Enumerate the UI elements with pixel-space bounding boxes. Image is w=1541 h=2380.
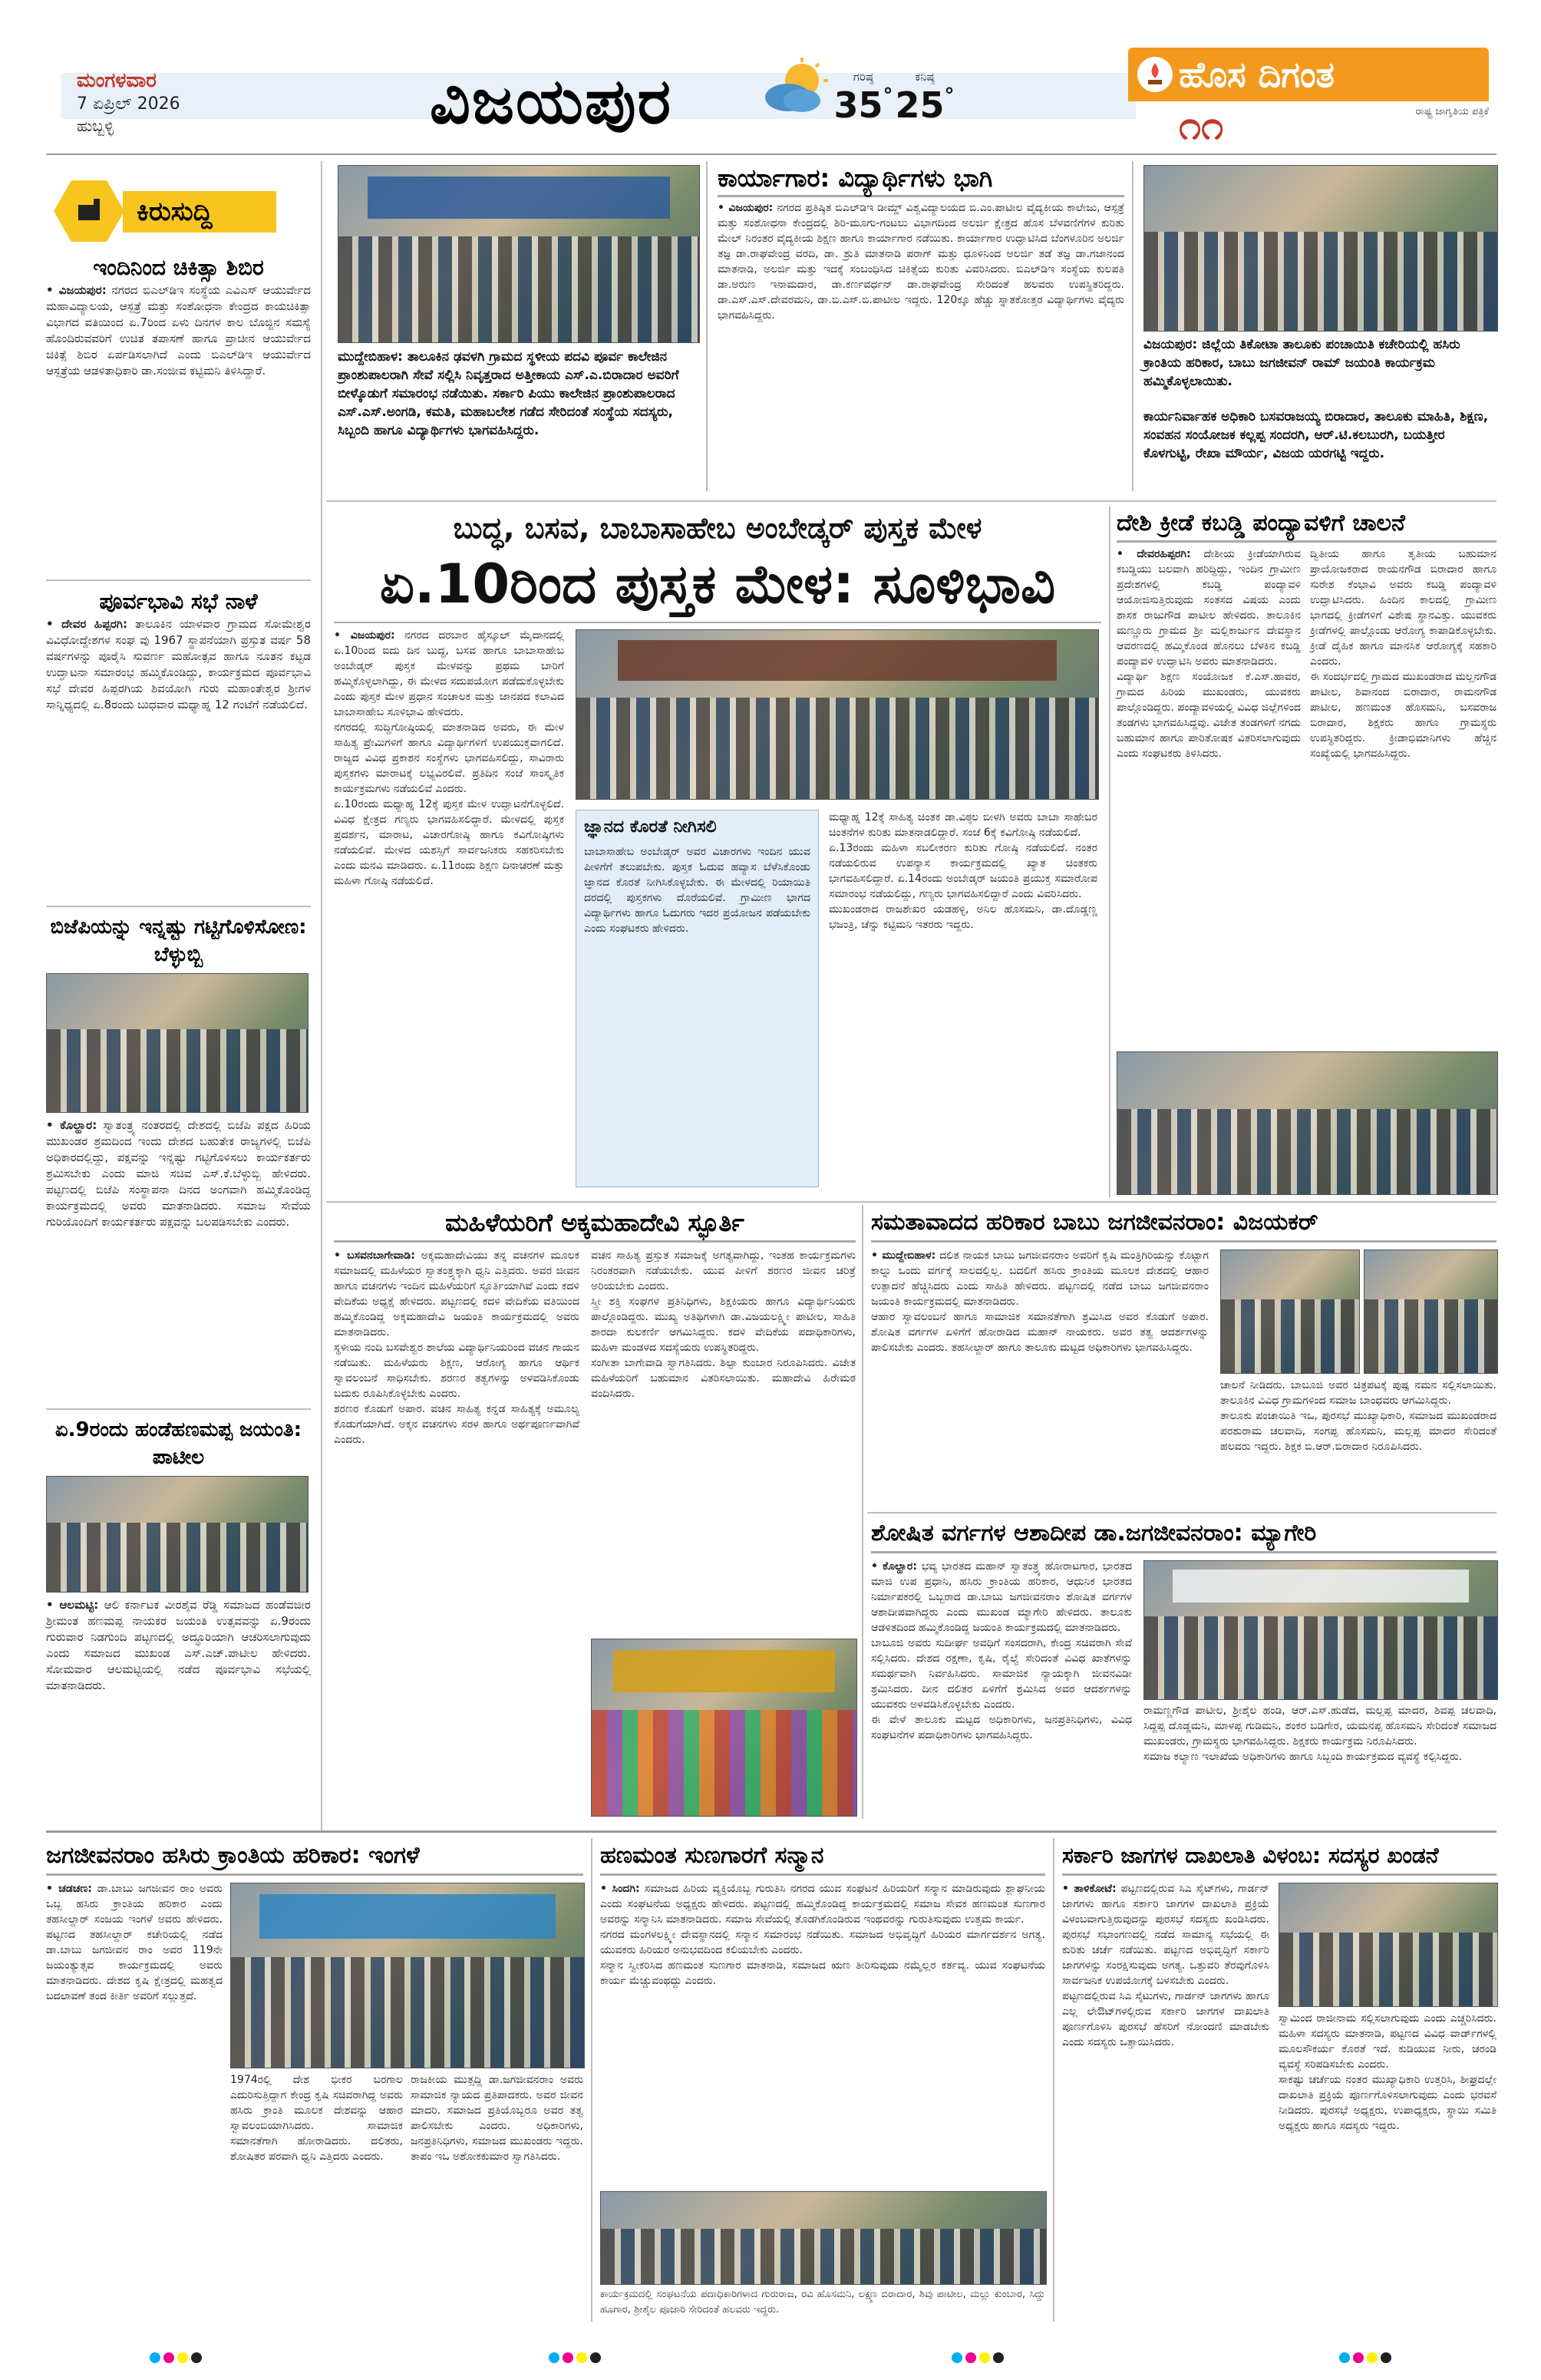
masthead-rule xyxy=(46,153,1496,155)
kirusuddi-item-4-place: • ಆಲಮಟ್ಟಿ: xyxy=(46,1598,99,1612)
masthead-day: ಮಂಗಳವಾರ xyxy=(77,69,157,92)
pustaka-headline: ಏ.10ರಿಂದ ಪುಸ್ತಕ ಮೇಳ: ಸೂಳಿಭಾವಿ xyxy=(379,553,1056,616)
vijayapura-photo-story xyxy=(1143,165,1496,495)
kirusuddi-divider-3 xyxy=(46,1408,311,1410)
column-rule-bottom-1 xyxy=(591,1838,592,2322)
kirusuddi-item-4-photo xyxy=(46,1476,309,1593)
hanumanta-place: • ಸಿಂದಗಿ: xyxy=(600,1883,640,1895)
kirusuddi-divider-1 xyxy=(46,579,311,581)
kirusuddi-item-3-body xyxy=(46,1117,315,1230)
akkamahadevi-place: • ಬಸವನಬಾಗೇವಾಡಿ: xyxy=(334,1249,415,1262)
column-rule-top-2 xyxy=(1132,161,1133,491)
print-mark-dot xyxy=(952,2352,962,2363)
sarkari-headline: ಸರ್ಕಾರಿ ಜಾಗಗಳ ದಾಖಲಾತಿ ವಿಳಂಬ: ಸದಸ್ಯರ ಖಂಡನೆ xyxy=(1062,1838,1496,1876)
akkamahadevi-body xyxy=(334,1248,579,1816)
section-rule-middle xyxy=(326,1201,1496,1203)
print-mark-dot xyxy=(1339,2352,1350,2363)
kirusuddi-item-2-body xyxy=(46,616,315,713)
karagara-place: • ವಿಜಯಪುರ: xyxy=(718,202,774,214)
ingale-text: ಡಾ.ಬಾಬು ಜಗಜೀವನ ರಾಂ ಅವರು ಒಬ್ಬ ಹಸಿರು ಕ್ರಾಂತಿಯ ಹರಿಕಾರ ಎಂದು ತಹಸೀಲ್ದಾರ್ ಸಂಜಯ ಇಂಗಳೆ ಅವರು ಹೇಳಿದರು. ಪಟ್ಟಣದ ತಹಸೀಲ್ದಾರ್ ಕಚೇರಿಯಲ್ಲಿ ನಡೆದ ಡಾ.ಬಾಬು ಜಗಜೀವನ ರಾಂ ಅವರ 119ನೇ ಜಯಂತ್ಯುತ್ಸವ ಕಾರ್ಯಕ್ರಮದಲ್ಲಿ ಅವರು ಮಾತನಾಡಿದರು. ದೇಶದ ಕೃಷಿ ಕ್ಷೇತ್ರದಲ್ಲಿ ಮಹತ್ವದ ಬದಲಾವಣೆ ತಂದ ಕೀರ್ತಿ ಅವರಿಗೆ ಸಲ್ಲುತ್ತದೆ. xyxy=(46,1883,226,2002)
samata-story xyxy=(871,1205,1496,1508)
max-temp-block xyxy=(833,69,894,146)
print-mark-dot xyxy=(590,2352,601,2363)
ingale-body xyxy=(46,1881,226,2319)
hanumanta-body xyxy=(600,1881,1045,2188)
column-rule-lower xyxy=(862,1205,863,1819)
kirusuddi-item-2-text: ತಾಲೂಕಿನ ಯಾಳವಾರ ಗ್ರಾಮದ ಸೋಮೇಶ್ವರ ವಿವಿಧೋದ್ದೇಶಗಳ ಸಂಘ ವು 1967 ಸ್ಥಾಪನೆಯಾಗಿ ಪ್ರಸ್ತುತ ವರ್ಷ 58 ವರ್ಷಗಳನ್ನು ಪೂರೈಸಿ ಸುವರ್ಣ ಮಹೋತ್ಸವ ಹಾಗೂ ನೂತನ ಕಟ್ಟಡ ಉದ್ಘಾಟನಾ ಸಮಾರಂಭ ಹಮ್ಮಿಕೊಂಡಿದ್ದು, ಕಾರ್ಯಕ್ರಮದ ಪೂರ್ವಭಾವಿ ಸಭೆ ದೇವರ ಹಿಪ್ಪರಗಿಯ ಶಿವಯೋಗಿ ಗುರು ಮಹಾಂತೇಶ್ವರ ಶ್ರೀಗಳ ಸಾನ್ನಿಧ್ಯದಲ್ಲಿ ಏ.8ರಂದು ಬುಧವಾರ ಮಧ್ಯಾಹ್ನ 12 ಗಂಟೆಗೆ ನಡೆಯಲಿದೆ. xyxy=(46,617,315,711)
print-marks xyxy=(0,2345,1541,2375)
shoshita-body xyxy=(871,1559,1132,1820)
pustaka-headline-rule xyxy=(334,622,1101,623)
kabaddi-text: ದೇಶೀಯ ಕ್ರೀಡೆಯಾಗಿರುವ ಕಬಡ್ಡಿಯು ಬಲವಾಗಿ ಹರಿದ್ದಿದ್ದು, ಇಂದಿನ ಗ್ರಾಮೀಣ ಪ್ರದೇಶಗಳಲ್ಲಿ ಕಬಡ್ಡಿ ಪಂದ್ಯಾವಳಿ ಆಯೋಜಿಸುತ್ತಿರುವುದು ಸಂತಸದ ವಿಷಯ ಎಂದು ಶಾಸಕ ರಾಜುಗೌಡ ಪಾಟೀಲ ಹೇಳಿದರು. ತಾಲೂಕಿನ ಮಣ್ಣೂರು ಗ್ರಾಮದ ಶ್ರೀ ಮಲ್ಲಿಕಾರ್ಜುನ ದೇವಸ್ಥಾನ ಆವರಣದಲ್ಲಿ ಹಮ್ಮಿಕೊಂಡ ಹೊನಲು ಬೆಳಕಿನ ಕಬಡ್ಡಿ ಪಂದ್ಯಾವಳಿ ಉದ್ಘಾಟಿಸಿ ಅವರು ಮಾತನಾಡಿದರು. ವಿದ್ಯಾರ್ಥಿ ಶಿಕ್ಷಣ ಸಂಯೋಜಕ ಕೆ.ಎಸ್.ಹಾವರ, ಗ್ರಾಮದ ಹಿರಿಯ ಮುಖಂಡರು, ಯುವಕರು ಪಾಲ್ಗೊಂಡಿದ್ದರು. ಪಂದ್ಯಾವಳಿಯಲ್ಲಿ ವಿವಿಧ ಜಿಲ್ಲೆಗಳಿಂದ ತಂಡಗಳು ಭಾಗವಹಿಸಿದ್ದವು. ವಿಜೇತ ತಂಡಗಳಿಗೆ ನಗದು ಬಹುಮಾನ ಹಾಗೂ ಪಾರಿತೋಷಕ ವಿತರಿಸಲಾಗುವುದು ಎಂದು ಸಂಘಟಕರು ತಿಳಿಸಿದರು. xyxy=(1117,548,1302,760)
kirusuddi-item-1-headline: ಇಂದಿನಿಂದ ಚಿಕಿತ್ಸಾ ಶಿಬಿರ xyxy=(93,255,264,280)
section-rule-top xyxy=(326,500,1496,502)
pustaka-place: • ವಿಜಯಪುರ: xyxy=(334,629,395,642)
min-temp-value: 25 xyxy=(895,84,945,126)
print-mark-dot xyxy=(177,2352,188,2363)
akkamahadevi-text: ಅಕ್ಕಮಹಾದೇವಿಯು ತನ್ನ ವಚನಗಳ ಮೂಲಕ ಸಮಾಜದಲ್ಲಿ ಮಹಿಳೆಯರ ಸ್ವಾತಂತ್ರ್ಯಕ್ಕಾಗಿ ಧ್ವನಿ ಎತ್ತಿದರು. ಅವರ ಜೀವನ ಹಾಗೂ ವಚನಗಳು ಇಂದಿನ ಮಹಿಳೆಯರಿಗೆ ಸ್ಫೂರ್ತಿಯಾಗಿವೆ ಎಂದು ಕದಳಿ ವೇದಿಕೆಯ ಅಧ್ಯಕ್ಷೆ ಹೇಳಿದರು. ಪಟ್ಟಣದಲ್ಲಿ ಕದಳಿ ವೇದಿಕೆಯ ವತಿಯಿಂದ ಹಮ್ಮಿಕೊಂಡಿದ್ದ ಅಕ್ಕಮಹಾದೇವಿ ಜಯಂತಿ ಕಾರ್ಯಕ್ರಮದಲ್ಲಿ ಅವರು ಮಾತನಾಡಿದರು. ಸ್ಥಳೀಯ ನಂದಿ ಬಸವೇಶ್ವರ ಶಾಲೆಯ ವಿದ್ಯಾರ್ಥಿನಿಯರಿಂದ ವಚನ ಗಾಯನ ನಡೆಯಿತು. ಮಹಿಳೆಯರು ಶಿಕ್ಷಣ, ಆರೋಗ್ಯ ಹಾಗೂ ಆರ್ಥಿಕ ಸ್ವಾವಲಂಬನೆ ಸಾಧಿಸಬೇಕು. ಶರಣರ ತತ್ವಗಳನ್ನು ಅಳವಡಿಸಿಕೊಂಡು ಬದುಕು ರೂಪಿಸಿಕೊಳ್ಳಬೇಕು ಎಂದರು. ಶರಣರ ಕೊಡುಗೆ ಅಪಾರ. ವಚನ ಸಾಹಿತ್ಯ ಕನ್ನಡ ಸಾಹಿತ್ಯಕ್ಕೆ ಅಮೂಲ್ಯ ಕೊಡುಗೆಯಾಗಿದೆ. ಅಕ್ಕನ ವಚನಗಳು ಸರಳ ಹಾಗೂ ಅರ್ಥಪೂರ್ಣವಾಗಿವೆ ಎಂದರು. xyxy=(334,1249,580,1446)
sarkari-story xyxy=(1062,1838,1496,2322)
min-temp-deg: ° xyxy=(944,84,955,107)
samata-body xyxy=(871,1248,1209,1505)
section-rule-samata xyxy=(867,1512,1496,1513)
kabaddi-story xyxy=(1117,507,1496,1197)
sarkari-body-2: ಸ್ವಾಮಿಂದ ರಾಜೀನಾಮ ಸಲ್ಲಿಸಲಾಗುವುದು ಎಂದು ಎಚ್ಚರಿಸಿದರು. ಮಹಿಳಾ ಸದಸ್ಯರು ಮಾತನಾಡಿ, ಪಟ್ಟಣದ ವಿವಿಧ ವಾರ್ಡ್‌ಗಳಲ್ಲಿ ಮೂಲಸೌಕರ್ಯ ಕೊರತೆ ಇದೆ. ಕುಡಿಯುವ ನೀರು, ಚರಂಡಿ ವ್ಯವಸ್ಥೆ ಸರಿಪಡಿಸಬೇಕು ಎಂದರು. ಸಾಕಷ್ಟು ಚರ್ಚೆಯ ನಂತರ ಮುಖ್ಯಾಧಿಕಾರಿ ಉತ್ತರಿಸಿ, ಶೀಘ್ರದಲ್ಲೇ ದಾಖಲಾತಿ ಪ್ರಕ್ರಿಯೆ ಪೂರ್ಣಗೊಳಿಸಲಾಗುವುದು ಎಂದು ಭರವಸೆ ನೀಡಿದರು. ಪುರಸಭೆ ಅಧ್ಯಕ್ಷರು, ಉಪಾಧ್ಯಕ್ಷರು, ಸ್ಥಾಯಿ ಸಮಿತಿ ಅಧ್ಯಕ್ಷರು ಹಾಗೂ ಸದಸ್ಯರು ಇದ್ದರು. xyxy=(1279,2012,1496,2132)
column-rule-bottom-2 xyxy=(1053,1838,1054,2322)
kirusuddi-item-3-text: ಸ್ವಾತಂತ್ರ್ಯ ನಂತರದಲ್ಲಿ ದೇಶದಲ್ಲಿ ಬಿಜೆಪಿ ಪಕ್ಷದ ಹಿರಿಯ ಮುಖಂಡರ ಶ್ರಮದಿಂದ ಇಂದು ದೇಶದ ಬಹುತೇಕ ರಾಜ್ಯಗಳಲ್ಲಿ ಬಿಜೆಪಿ ಅಧಿಕಾರದಲ್ಲಿದ್ದು, ಪಕ್ಷವನ್ನು ಇನ್ನಷ್ಟು ಗಟ್ಟಿಗೊಳಿಸಲು ಕಾರ್ಯಕರ್ತರು ಶ್ರಮಿಸಬೇಕು ಎಂದು ಮಾಜಿ ಸಚಿವ ಎಸ್.ಕೆ.ಬೆಳ್ಳುಬ್ಬಿ ಹೇಳಿದರು. ಪಟ್ಟಣದಲ್ಲಿ ಬಿಜೆಪಿ ಸಂಸ್ಥಾಪನಾ ದಿನದ ಅಂಗವಾಗಿ ಹಮ್ಮಿಕೊಂಡಿದ್ದ ಕಾರ್ಯಕ್ರಮದಲ್ಲಿ ಅವರು ಮಾತನಾಡಿದರು. ಸಮಾಜ ಸೇವೆಯ ಗುರಿಯೊಂದಿಗೆ ಕಾರ್ಯಕರ್ತರು ಪಕ್ಷವನ್ನು ಬಲಪಡಿಸಬೇಕು ಎಂದರು. xyxy=(46,1118,315,1229)
section-rule-bottom xyxy=(46,1830,1496,1833)
vijayapura-photo xyxy=(1143,165,1498,332)
karagara-story xyxy=(718,161,1128,499)
print-mark-dot xyxy=(549,2352,559,2363)
column-rule-left xyxy=(321,161,322,1830)
print-mark-dot xyxy=(150,2352,160,2363)
print-mark-dot xyxy=(1381,2352,1391,2363)
kabaddi-body-2: ದ್ವಿತೀಯ ಹಾಗೂ ತೃತೀಯ ಬಹುಮಾನ ಪ್ರಾಯೋಜಕರಾದ ರಾಯನಗೌಡ ಬಿರಾದಾರ ಹಾಗೂ ಸುರೇಶ ಕೆಂಭಾವಿ ಅವರು ಕಬಡ್ಡಿ ಪಂದ್ಯಾವಳಿ ಉದ್ಘಾಟಿಸಿದರು. ಹಿಂದಿನ ಕಾಲದಲ್ಲಿ ಗ್ರಾಮೀಣ ಭಾಗದಲ್ಲಿ ಕ್ರೀಡೆಗಳಿಗೆ ವಿಶೇಷ ಸ್ಥಾನವಿತ್ತು. ಯುವಕರು ಕ್ರೀಡೆಗಳಲ್ಲಿ ಪಾಲ್ಗೊಂಡು ಆರೋಗ್ಯ ಕಾಪಾಡಿಕೊಳ್ಳಬೇಕು. ಕ್ರೀಡೆ ದೈಹಿಕ ಹಾಗೂ ಮಾನಸಿಕ ಆರೋಗ್ಯಕ್ಕೆ ಸಹಕಾರಿ ಎಂದರು. ಈ ಸಂದರ್ಭದಲ್ಲಿ ಗ್ರಾಮದ ಮುಖಂಡರಾದ ಮಲ್ಲನಗೌಡ ಪಾಟೀಲ, ಶಿವಾನಂದ ಬಿರಾದಾರ, ರಾಮನಗೌಡ ಪಾಟೀಲ, ಹಣಮಂತ ಹೊಸಮನಿ, ಬಸವರಾಜ ಬಿರಾದಾರ, ಶಿಕ್ಷಕರು ಹಾಗೂ ಗ್ರಾಮಸ್ಥರು ಉಪಸ್ಥಿತರಿದ್ದರು. ಕ್ರೀಡಾಭಿಮಾನಿಗಳು ಹೆಚ್ಚಿನ ಸಂಖ್ಯೆಯಲ್ಲಿ ಭಾಗವಹಿಸಿದ್ದರು. xyxy=(1310,548,1496,760)
akkamahadevi-photo xyxy=(591,1639,857,1817)
print-mark-dot xyxy=(563,2352,573,2363)
pustaka-box-body: ಬಾಬಾಸಾಹೇಬ ಅಂಬೇಡ್ಕರ್ ಅವರ ವಿಚಾರಗಳು ಇಂದಿನ ಯುವ ಪೀಳಿಗೆಗೆ ತಲುಪಬೇಕು. ಪುಸ್ತಕ ಓದುವ ಹವ್ಯಾಸ ಬೆಳೆಸಿಕೊಂಡು ಜ್ಞಾನದ ಕೊರತೆ ನೀಗಿಸಿಕೊಳ್ಳಬೇಕು. ಈ ಮೇಳದಲ್ಲಿ ರಿಯಾಯಿತಿ ದರದಲ್ಲಿ ಪುಸ್ತಕಗಳು ದೊರೆಯಲಿವೆ. ಗ್ರಾಮೀಣ ಭಾಗದ ವಿದ್ಯಾರ್ಥಿಗಳು ಹಾಗೂ ಓದುಗರು ಇದರ ಪ್ರಯೋಜನ ಪಡೆಯಬೇಕು ಎಂದು ಸಂಘಟಕರು ಹೇಳಿದರು. xyxy=(584,846,814,935)
muddebihal-photo xyxy=(338,165,700,343)
akkamahadevi-headline: ಮಹಿಳೆಯರಿಗೆ ಅಕ್ಕಮಹಾದೇವಿ ಸ್ಫೂರ್ತಿ xyxy=(334,1205,856,1243)
hanumanta-photo xyxy=(600,2191,1047,2285)
kirusuddi-badge xyxy=(46,180,307,242)
karagara-headline: ಕಾರ್ಯಾಗಾರ: ವಿದ್ಯಾರ್ಥಿಗಳು ಭಾಗಿ xyxy=(718,161,1124,197)
kirusuddi-item-4 xyxy=(46,1416,315,1815)
page-number: ೧೧ xyxy=(1179,103,1224,149)
print-mark-dot xyxy=(1353,2352,1364,2363)
samata-place: • ಮುದ್ದೇಬಿಹಾಳ: xyxy=(871,1249,936,1262)
muddebihal-caption: ಮುದ್ದೇಬಿಹಾಳ: ತಾಲೂಕಿನ ಢವಳಗಿ ಗ್ರಾಮದ ಸ್ಥಳೀಯ ಪದವಿ ಪೂರ್ವ ಕಾಲೇಜಿನ ಪ್ರಾಂಶುಪಾಲರಾಗಿ ಸೇವೆ ಸಲ್ಲಿಸಿ ನಿವೃತ್ತರಾದ ಅತ್ತೀಕಾಯ ಎಸ್.ಎ.ಬಿರಾದಾರ ಅವರಿಗೆ ಬೀಳ್ಕೊಡುಗೆ ಸಮಾರಂಭ ನಡೆಯಿತು. ಸರ್ಕಾರಿ ಪಿಯು ಕಾಲೇಜಿನ ಪ್ರಾಂಶುಪಾಲರಾದ ಎಸ್.ಎಸ್.ಅಂಗಡಿ, ಕಮತಿ, ಮಹಾಬಲೇಶ ಗಡೆದ ಸೇರಿದಂತೆ ಸಂಸ್ಥೆಯ ಸದಸ್ಯರು, ಸಿಬ್ಬಂದಿ ಹಾಗೂ ವಿದ್ಯಾರ್ಥಿಗಳು ಭಾಗವಹಿಸಿದ್ದರು. xyxy=(338,349,684,438)
kabaddi-photo xyxy=(1117,1051,1498,1195)
min-temp-label: ಕನಿಷ್ಠ xyxy=(915,70,935,84)
samata-photo-1 xyxy=(1220,1249,1360,1374)
print-mark-dot xyxy=(163,2352,174,2363)
kirusuddi-item-2-headline: ಪೂರ್ವಭಾವಿ ಸಭೆ ನಾಳೆ xyxy=(99,589,258,614)
pustaka-body-2: ಮಧ್ಯಾಹ್ನ 12ಕ್ಕೆ ಸಾಹಿತ್ಯ ಚಿಂತಕ ಡಾ.ವಿಠ್ಠಲ ಬೀಳಗಿ ಅವರು ಬಾಬಾ ಸಾಹೇಬರ ಚಿಂತನೆಗಳ ಕುರಿತು ಮಾತನಾಡಲಿದ್ದಾರೆ. ಸಂಜೆ 6ಕ್ಕೆ ಕವಿಗೋಷ್ಠಿ ನಡೆಯಲಿದೆ. ಏ.13ರಂದು ಮಹಿಳಾ ಸಬಲೀಕರಣ ಕುರಿತು ಗೋಷ್ಠಿ ನಡೆಯಲಿದೆ. ನಂತರ ನಡೆಯಲಿರುವ ಉಪನ್ಯಾಸ ಕಾರ್ಯಕ್ರಮದಲ್ಲಿ ಖ್ಯಾತ ಚಿಂತಕರು ಭಾಗವಹಿಸಲಿದ್ದಾರೆ. ಏ.14ರಂದು ಅಂಬೇಡ್ಕರ್ ಜಯಂತಿ ಪ್ರಯುಕ್ತ ಸಮಾರೋಪ ಸಮಾರಂಭ ನಡೆಯಲಿದ್ದು, ಗಣ್ಯರು ಭಾಗವಹಿಸಲಿದ್ದಾರೆ ಎಂದು ವಿವರಿಸಿದರು. ಮುಖಂಡರಾದ ರಾಜಶೇಖರ ಯಡಹಳ್ಳಿ, ಅನಿಲ ಹೊಸಮನಿ, ಡಾ.ದೊಡ್ಡಣ್ಣ ಭಜಂತ್ರಿ, ಚೆನ್ನು ಕಟ್ಟಿಮನಿ ಇತರರು ಇದ್ದರು. xyxy=(829,811,1097,931)
kirusuddi-item-3-headline: ಬಿಜೆಪಿಯನ್ನು ಇನ್ನಷ್ಟು ಗಟ್ಟಿಗೊಳಿಸೋಣ: ಬೆಳ್ಳುಬ್ಬಿ xyxy=(50,916,307,966)
lamp-icon xyxy=(1137,57,1173,92)
ingale-body-3: ರಾಜಕೀಯ ಮುತ್ಸದ್ದಿ ಡಾ.ಜಗಜೀವನರಾಂ ಅವರು ಸಾಮಾಜಿಕ ನ್ಯಾಯದ ಪ್ರತಿಪಾದಕರು. ಅವರ ಜೀವನ ಮಾದರಿ. ಸಮಾಜದ ಪ್ರತಿಯೊಬ್ಬರೂ ಅವರ ತತ್ವ ಪಾಲಿಸಬೇಕು ಎಂದರು. ಅಧಿಕಾರಿಗಳು, ಜನಪ್ರತಿನಿಧಿಗಳು, ಸಮಾಜದ ಮುಖಂಡರು ಇದ್ದರು. ತಾಪಂ ಇಒ ಅಶೋಕಕುಮಾರ ಸ್ವಾಗತಿಸಿದರು. xyxy=(411,2074,587,2163)
sarkari-place: • ತಾಳಿಕೋಟೆ: xyxy=(1062,1883,1117,1895)
hand-pointing-icon xyxy=(71,191,109,229)
vijayapura-caption-1: ವಿಜಯಪುರ: ಜಿಲ್ಲೆಯ ತಿಕೋಟಾ ತಾಲೂಕು ಪಂಚಾಯಿತಿ ಕಚೇರಿಯಲ್ಲಿ ಹಸಿರು ಕ್ರಾಂತಿಯ ಹರಿಕಾರ, ಬಾಬು ಜಗಜೀವನ್ ರಾಮ್ ಜಯಂತಿ ಕಾರ್ಯಕ್ರಮ ಹಮ್ಮಿಕೊಳ್ಳಲಾಯಿತು. xyxy=(1143,337,1465,389)
shoshita-story xyxy=(871,1516,1496,1823)
print-mark-dot xyxy=(965,2352,976,2363)
kirusuddi-item-1-body xyxy=(46,282,315,379)
kirusuddi-item-1 xyxy=(46,253,315,576)
sarkari-body xyxy=(1062,1881,1269,2319)
samata-text: ದಲಿತ ನಾಯಕ ಬಾಬು ಜಗಜೀವನರಾಂ ಅವರಿಗೆ ಕೃಷಿ ಮಂತ್ರಿಗಿರಿಯನ್ನು ಕೊಟ್ಟಾಗ ಕಾಲ್ನು ಒಂದು ವರ್ಗಕ್ಕೆ ಸಾಲದಲ್ಲಿಲ್ಲ. ಬದಲಿಗೆ ಹಸಿರು ಕ್ರಾಂತಿಯ ಮೂಲಕ ದೇಶದಲ್ಲಿ ಆಹಾರ ಉತ್ಪಾದನೆ ಹೆಚ್ಚಿಸಿದರು ಎಂದು ಸಾಹಿತಿ ಹೇಳಿದರು. ಪಟ್ಟಣದಲ್ಲಿ ನಡೆದ ಬಾಬು ಜಗಜೀವನರಾಂ ಜಯಂತಿ ಕಾರ್ಯಕ್ರಮದಲ್ಲಿ ಮಾತನಾಡಿದರು. ಆಹಾರ ಸ್ವಾವಲಂಬನೆ ಹಾಗೂ ಸಾಮಾಜಿಕ ಸಮಾನತೆಗಾಗಿ ಶ್ರಮಿಸಿದ ಅವರ ಕೊಡುಗೆ ಅಪಾರ. ಶೋಷಿತ ವರ್ಗಗಳ ಏಳಿಗೆಗೆ ಹೋರಾಡಿದ ಮಹಾನ್ ನಾಯಕರು. ಅವರ ತತ್ವ ಆದರ್ಶಗಳನ್ನು ಪಾಲಿಸಬೇಕು ಎಂದರು. ತಹಸೀಲ್ದಾರ್ ಹಾಗೂ ತಾಲೂಕು ಮಟ್ಟದ ಅಧಿಕಾರಿಗಳು ಭಾಗವಹಿಸಿದ್ದರು. xyxy=(871,1249,1209,1354)
print-mark-dot xyxy=(191,2352,202,2363)
shoshita-place: • ಕೊಲ್ಹಾರ: xyxy=(871,1560,917,1573)
max-temp-deg: ° xyxy=(883,84,893,107)
column-rule-middle xyxy=(1109,507,1110,1197)
masthead-date: 7 ಏಪ್ರಿಲ್ 2026 xyxy=(77,94,180,114)
pustaka-text: ನಗರದ ದರಬಾರ ಹೈಸ್ಕೂಲ್ ಮೈದಾನದಲ್ಲಿ ಏ.10ರಿಂದ ಐದು ದಿನ ಬುದ್ಧ, ಬಸವ ಹಾಗೂ ಬಾಬಾಸಾಹೇಬ ಅಂಬೇಡ್ಕರ್ ಪುಸ್ತಕ ಮೇಳವನ್ನು ಪ್ರಥಮ ಬಾರಿಗೆ ಹಮ್ಮಿಕೊಳ್ಳಲಾಗಿದ್ದು, ಈ ಮೇಳದ ಸದುಪಯೋಗ ಪಡೆದುಕೊಳ್ಳಬೇಕು ಎಂದು ಪುಸ್ತಕ ಮೇಳ ಪ್ರಧಾನ ಸಂಚಾಲಕ ಮತ್ತು ಜಾನಪದ ಕಲಾವಿದ ಬಾಬಾಸಾಹೇಬ ಸೂಳಿಭಾವಿ ಹೇಳಿದರು. ನಗರದಲ್ಲಿ ಸುದ್ದಿಗೋಷ್ಠಿಯಲ್ಲಿ ಮಾತನಾಡಿದ ಅವರು, ಈ ಮೇಳ ಸಾಹಿತ್ಯ ಪ್ರೇಮಿಗಳಿಗೆ ಹಾಗೂ ವಿದ್ಯಾರ್ಥಿಗಳಿಗೆ ಉಪಯುಕ್ತವಾಗಲಿದೆ. ರಾಜ್ಯದ ವಿವಿಧ ಪ್ರಕಾಶನ ಸಂಸ್ಥೆಗಳು ಭಾಗವಹಿಸಲಿದ್ದು, ಸಾವಿರಾರು ಪುಸ್ತಕಗಳು ಮಾರಾಟಕ್ಕೆ ಲಭ್ಯವಿರಲಿವೆ. ಪ್ರತಿದಿನ ಸಂಜೆ ಸಾಂಸ್ಕೃತಿಕ ಕಾರ್ಯಕ್ರಮಗಳು ನಡೆಯಲಿವೆ ಎಂದರು. ಏ.10ರಂದು ಮಧ್ಯಾಹ್ನ 12ಕ್ಕೆ ಪುಸ್ತಕ ಮೇಳ ಉದ್ಘಾಟನೆಗೊಳ್ಳಲಿದೆ. ವಿವಿಧ ಕ್ಷೇತ್ರದ ಗಣ್ಯರು ಭಾಗವಹಿಸಲಿದ್ದಾರೆ. ಮೇಳದಲ್ಲಿ ಪುಸ್ತಕ ಪ್ರದರ್ಶನ, ಮಾರಾಟ, ವಿಚಾರಗೋಷ್ಠಿ ಹಾಗೂ ಕವಿಗೋಷ್ಠಿಗಳು ನಡೆಯಲಿವೆ. ಮೇಳದ ಯಶಸ್ಸಿಗೆ ಸಾರ್ವಜನಿಕರು ಸಹಕರಿಸಬೇಕು ಎಂದು ಮನವಿ ಮಾಡಿದರು. ಏ.11ರಂದು ಶಿಕ್ಷಣ ದಿನಾಚರಣೆ ಮತ್ತು ಮಹಿಳಾ ಗೋಷ್ಠಿ ನಡೆಯಲಿದೆ. xyxy=(334,629,565,887)
kirusuddi-column xyxy=(46,165,315,1823)
min-temp-block xyxy=(894,69,955,146)
ingale-story xyxy=(46,1838,587,2322)
print-mark-dot xyxy=(576,2352,587,2363)
weather-cloud-icon xyxy=(756,58,833,119)
paper-name: ಹೊಸ ದಿಗಂತ xyxy=(1179,54,1335,95)
kirusuddi-item-2 xyxy=(46,587,315,902)
pustaka-kicker: ಬುದ್ಧ, ಬಸವ, ಬಾಬಾಸಾಹೇಬ ಅಂಬೇಡ್ಕರ್ ಪುಸ್ತಕ ಮೇಳ xyxy=(453,511,982,545)
masthead-dateblock xyxy=(77,68,330,144)
pustaka-photo xyxy=(576,629,1099,800)
akkamahadevi-body-2: ವಚನ ಸಾಹಿತ್ಯ ಪ್ರಸ್ತುತ ಸಮಾಜಕ್ಕೆ ಅಗತ್ಯವಾಗಿದ್ದು, ಇಂತಹ ಕಾರ್ಯಕ್ರಮಗಳು ನಿರಂತರವಾಗಿ ನಡೆಯಬೇಕು. ಯುವ ಪೀಳಿಗೆ ಶರಣರ ಜೀವನ ಚರಿತ್ರೆ ಅರಿಯಬೇಕು ಎಂದರು. ಸ್ತ್ರೀ ಶಕ್ತಿ ಸಂಘಗಳ ಪ್ರತಿನಿಧಿಗಳು, ಶಿಕ್ಷಕಿಯರು ಹಾಗೂ ವಿದ್ಯಾರ್ಥಿನಿಯರು ಪಾಲ್ಗೊಂಡಿದ್ದರು. ಮುಖ್ಯ ಅತಿಥಿಗಳಾಗಿ ಡಾ.ವಿಜಯಲಕ್ಷ್ಮೀ ಪಾಟೀಲ, ಸಾಹಿತಿ ಶಾರದಾ ಕುಲಕರ್ಣಿ ಆಗಮಿಸಿದ್ದರು. ಕದಳಿ ವೇದಿಕೆಯ ಪದಾಧಿಕಾರಿಗಳು, ಮಹಿಳಾ ಮಂಡಳದ ಸದಸ್ಯೆಯರು ಉಪಸ್ಥಿತರಿದ್ದರು. ಸಂಗೀತಾ ಬಾಗೇವಾಡಿ ಸ್ವಾಗತಿಸಿದರು. ಶಿಲ್ಪಾ ಕುಂಬಾರ ನಿರೂಪಿಸಿದರು. ವಿಜೇತ ಮಹಿಳೆಯರಿಗೆ ಬಹುಮಾನ ವಿತರಿಸಲಾಯಿತು. ಮಹಾದೇವಿ ಹಿರೇಮಠ ವಂದಿಸಿದರು. xyxy=(591,1249,856,1400)
kirusuddi-item-3 xyxy=(46,913,315,1405)
masthead-city: ವಿಜಯಪುರ xyxy=(430,65,672,138)
pustaka-box-title: ಜ್ಞಾನದ ಕೊರತೆ ನೀಗಿಸಲಿ xyxy=(584,817,717,837)
kabaddi-headline: ದೇಶಿ ಕ್ರೀಡೆ ಕಬಡ್ಡಿ ಪಂದ್ಯಾವಳಿಗೆ ಚಾಲನೆ xyxy=(1117,507,1496,543)
max-temp-label: ಗರಿಷ್ಠ xyxy=(853,70,874,84)
max-temp-value: 35 xyxy=(833,84,883,126)
print-mark-dot xyxy=(1367,2352,1378,2363)
pustaka-quote-box xyxy=(576,810,819,1187)
print-mark-dot xyxy=(979,2352,990,2363)
kabaddi-body xyxy=(1117,546,1301,1045)
shoshita-photo xyxy=(1143,1560,1498,1700)
samata-photo-2 xyxy=(1364,1249,1498,1374)
kirusuddi-title: ಕಿರುಸುದ್ದಿ xyxy=(137,196,213,227)
pustaka-story xyxy=(334,507,1101,1197)
sarkari-text: ಪಟ್ಟಣದಲ್ಲಿರುವ ಸಿಎ ಸೈಟ್‌ಗಳು, ಗಾರ್ಡನ್ ಜಾಗಗಳು ಹಾಗೂ ಸರ್ಕಾರಿ ಜಾಗಗಳ ದಾಖಲಾತಿ ಪ್ರಕ್ರಿಯೆ ವಿಳಂಬವಾಗುತ್ತಿರುವುದನ್ನು ಪುರಸಭೆ ಸದಸ್ಯರು ಖಂಡಿಸಿದರು. ಪುರಸಭೆ ಸಭಾಂಗಣದಲ್ಲಿ ನಡೆದ ಸಾಮಾನ್ಯ ಸಭೆಯಲ್ಲಿ ಈ ಕುರಿತು ಚರ್ಚೆ ನಡೆಯಿತು. ಪಟ್ಟಣದ ಅಭಿವೃದ್ಧಿಗೆ ಸರ್ಕಾರಿ ಜಾಗಗಳನ್ನು ಸಂರಕ್ಷಿಸುವುದು ಅಗತ್ಯ. ಒತ್ತುವರಿ ತೆರವುಗೊಳಿಸಿ ಸಾರ್ವಜನಿಕ ಉಪಯೋಗಕ್ಕೆ ಬಳಸಬೇಕು ಎಂದರು. ಪಟ್ಟಣದಲ್ಲಿರುವ ಸಿಎ ಸೈಟುಗಳು, ಗಾರ್ಡನ್ ಜಾಗಗಳು ಹಾಗೂ ಎಲ್ಲ ಲೇಔಟ್‌ಗಳಲ್ಲಿರುವ ಸರ್ಕಾರಿ ಜಾಗಗಳ ದಾಖಲಾತಿ ಪೂರ್ಣಗೊಳಿಸಿ ಪುರಸಭೆ ಹೆಸರಿಗೆ ನೋಂದಣಿ ಮಾಡಬೇಕು ಎಂದು ಸದಸ್ಯರು ಒತ್ತಾಯಿಸಿದರು. xyxy=(1062,1883,1269,2048)
akkamahadevi-story xyxy=(334,1205,856,1819)
ingale-place: • ಚಡಚಣ: xyxy=(46,1883,92,1895)
kirusuddi-item-4-headline: ಏ.9ರಂದು ಹಂಡೆಹಣಮಪ್ಪ ಜಯಂತಿ: ಪಾಟೀಲ xyxy=(54,1418,302,1469)
kirusuddi-item-4-body xyxy=(46,1597,315,1694)
ingale-body-2: 1974ರಲ್ಲಿ ದೇಶ ಭೀಕರ ಬರಗಾಲ ಎದುರಿಸುತ್ತಿದ್ದಾಗ ಕೇಂದ್ರ ಕೃಷಿ ಸಚಿವರಾಗಿದ್ದ ಅವರು ಹಸಿರು ಕ್ರಾಂತಿ ಮೂಲಕ ದೇಶವನ್ನು ಆಹಾರ ಸ್ವಾವಲಂಬಿಯಾಗಿಸಿದರು. ಸಾಮಾಜಿಕ ಸಮಾನತೆಗಾಗಿ ಹೋರಾಡಿದರು. ದಲಿತರು, ಶೋಷಿತರ ಪರವಾಗಿ ಧ್ವನಿ ಎತ್ತಿದರು ಎಂದರು. xyxy=(230,2074,407,2163)
print-mark-dot xyxy=(993,2352,1004,2363)
kirusuddi-divider-2 xyxy=(46,906,311,907)
kabaddi-place: • ದೇವರಹಿಪ್ಪರಗಿ: xyxy=(1117,548,1191,560)
vijayapura-caption-2: ಕಾರ್ಯನಿರ್ವಾಹಕ ಅಧಿಕಾರಿ ಬಸವರಾಜಯ್ಯ ಬಿರಾದಾರ, ತಾಲೂಕು ಮಾಹಿತಿ, ಶಿಕ್ಷಣ, ಸಂವಹನ ಸಂಯೋಜಕ ಕಲ್ಲಪ್ಪ ಸಂದರಗಿ, ಆರ್.ಟಿ.ಕಲಬುರಗಿ, ಬಯತ್ತೀರ ಕೊಳಗುಟ್ಟಿ, ರೇಖಾ ಮೌರ್ಯ, ವಿಜಯ ಯರಗಟ್ಟಿ ಇದ್ದರು. xyxy=(1143,409,1493,461)
ingale-headline: ಜಗಜೀವನರಾಂ ಹಸಿರು ಕ್ರಾಂತಿಯ ಹರಿಕಾರ: ಇಂಗಳೆ xyxy=(46,1838,583,1876)
samata-body-2: ಚಾಲನೆ ನೀಡಿದರು. ಬಾಬೂಜಿ ಅವರ ಚಿತ್ರಪಟಕ್ಕೆ ಪುಷ್ಪ ನಮನ ಸಲ್ಲಿಸಲಾಯಿತು. ತಾಲೂಕಿನ ವಿವಿಧ ಗ್ರಾಮಗಳಿಂದ ಸಮಾಜ ಬಾಂಧವರು ಆಗಮಿಸಿದ್ದರು. ತಾಲೂಕು ಪಂಚಾಯಿತಿ ಇಒ, ಪುರಸಭೆ ಮುಖ್ಯಾಧಿಕಾರಿ, ಸಮಾಜದ ಮುಖಂಡರಾದ ಪರಶುರಾಮ ಚಲವಾದಿ, ಸಂಗಪ್ಪ ಹೊಸಮನಿ, ಮಲ್ಲಪ್ಪ ಮಾದರ ಸೇರಿದಂತೆ ಹಲವರು ಇದ್ದರು. ಶಿಕ್ಷಕ ಬಿ.ಆರ್.ಬಿರಾದಾರ ನಿರೂಪಿಸಿದರು. xyxy=(1220,1379,1496,1453)
muddebihal-story xyxy=(338,165,698,495)
masthead-edition: ಹುಬ್ಬಳ್ಳಿ xyxy=(77,117,114,135)
hanumanta-story xyxy=(600,1838,1049,2322)
masthead xyxy=(0,0,1541,161)
shoshita-text: ಭವ್ಯ ಭಾರತದ ಮಹಾನ್ ಸ್ವಾತಂತ್ರ್ಯ ಹೋರಾಟಗಾರ, ಭಾರತದ ಮಾಜಿ ಉಪ ಪ್ರಧಾನಿ, ಹಸಿರು ಕ್ರಾಂತಿಯ ಹರಿಕಾರ, ಆಧುನಿಕ ಭಾರತದ ನಿರ್ಮಾಪಕರಲ್ಲಿ ಒಬ್ಬರಾದ ಡಾ.ಬಾಬು ಜಗಜೀವನರಾಂ ಶೋಷಿತ ವರ್ಗಗಳ ಆಶಾದೀಪವಾಗಿದ್ದರು ಎಂದು ಮುಖಂಡ ಮ್ಯಾಗೇರಿ ಹೇಳಿದರು. ತಾಲೂಕು ಆಡಳಿತದಿಂದ ಹಮ್ಮಿಕೊಂಡಿದ್ದ ಜಯಂತಿ ಕಾರ್ಯಕ್ರಮದಲ್ಲಿ ಮಾತನಾಡಿದರು. ಬಾಬೂಜಿ ಅವರು ಸುದೀರ್ಘ ಅವಧಿಗೆ ಸಂಸದರಾಗಿ, ಕೇಂದ್ರ ಸಚಿವರಾಗಿ ಸೇವೆ ಸಲ್ಲಿಸಿದರು. ದೇಶದ ರಕ್ಷಣಾ, ಕೃಷಿ, ರೈಲ್ವೆ ಸೇರಿದಂತೆ ವಿವಿಧ ಖಾತೆಗಳನ್ನು ಸಮರ್ಥವಾಗಿ ನಿರ್ವಹಿಸಿದರು. ಸಾಮಾಜಿಕ ನ್ಯಾಯಕ್ಕಾಗಿ ಜೀವನವಿಡೀ ಶ್ರಮಿಸಿದರು. ದೀನ ದಲಿತರ ಏಳಿಗೆಗೆ ಶ್ರಮಿಸಿದ ಅವರ ಆದರ್ಶಗಳನ್ನು ಯುವಕರು ಅಳವಡಿಸಿಕೊಳ್ಳಬೇಕು ಎಂದರು. ಈ ವೇಳೆ ತಾಲೂಕು ಮಟ್ಟದ ಅಧಿಕಾರಿಗಳು, ಜನಪ್ರತಿನಿಧಿಗಳು, ವಿವಿಧ ಸಂಘಟನೆಗಳ ಪದಾಧಿಕಾರಿಗಳು ಭಾಗವಹಿಸಿದ್ದರು. xyxy=(871,1560,1132,1741)
kirusuddi-item-1-text: ನಗರದ ಬಿಎಲ್‌ಡಿಇ ಸಂಸ್ಥೆಯ ಎವಿಎಸ್ ಆಯುರ್ವೇದ ಮಹಾವಿದ್ಯಾಲಯ, ಆಸ್ಪತ್ರೆ ಮತ್ತು ಸಂಶೋಧನಾ ಕೇಂದ್ರದ ಕಾಯಚಿಕಿತ್ಸಾ ವಿಭಾಗದ ವತಿಯಿಂದ ಏ.7ರಿಂದ ಏಳು ದಿನಗಳ ಕಾಲ ಬೊಜ್ಜಿನ ಸಮಸ್ಯೆ ಹೊಂದಿರುವವರಿಗೆ ಉಚಿತ ತಪಾಸಣೆ ಹಾಗೂ ಪ್ರಾಚೀನ ಆಯುರ್ವೇದ ಚಿಕಿತ್ಸೆ ಶಿಬಿರ ಏರ್ಪಡಿಸಲಾಗಿದೆ ಎಂದು ಬಿಎಲ್‌ಡಿಇ ಆಯುರ್ವೇದ ಆಸ್ಪತ್ರೆಯ ಆಡಳಿತಾಧಿಕಾರಿ ಡಾ.ಸಂಜೀವ ಕಟ್ಟಿಮನಿ ತಿಳಿಸಿದ್ದಾರೆ. xyxy=(46,283,315,378)
ingale-photo xyxy=(230,1883,585,2068)
hanumanta-body-2: ಕಾರ್ಯಕ್ರಮದಲ್ಲಿ ಸಂಘಟನೆಯ ಪದಾಧಿಕಾರಿಗಳಾದ ಗುರುರಾಜ, ರವಿ ಹೊಸಮನಿ, ಲಕ್ಷ್ಮಣ ಬಿರಾದಾರ, ಶಿವು ಪಾಟೀಲ, ಮಲ್ಲು ಕುಂಬಾರ, ಸಿದ್ದು ಹೂಗಾರ, ಶ್ರೀಶೈಲ ಪೂಜಾರಿ ಸೇರಿದಂತೆ ಹಲವರು ಇದ್ದರು. xyxy=(600,2289,1049,2316)
kirusuddi-item-3-place: • ಕೊಲ್ಹಾರ: xyxy=(46,1118,97,1132)
karagara-text: ನಗರದ ಪ್ರತಿಷ್ಠಿತ ಬಿಎಲ್‌ಡಿಇ ಡೀಮ್ಡ್ ವಿಶ್ವವಿದ್ಯಾಲಯದ ಬಿ.ಎಂ.ಪಾಟೀಲ ವೈದ್ಯಕೀಯ ಕಾಲೇಜು, ಆಸ್ಪತ್ರೆ ಮತ್ತು ಸಂಶೋಧನಾ ಕೇಂದ್ರದಲ್ಲಿ ಶಿರಿ-ಮೂಗು-ಗಂಟಲು ವಿಭಾಗದಿಂದ ಅಲರ್ಜಿ ಕ್ಷೇತ್ರದ ಹೊಸ ಬೆಳವಣಿಗೆಗಳ ಕುರಿತು ಮೇಲ್ ನಿರಂತರ ವೈದ್ಯಕೀಯ ಶಿಕ್ಷಣ ಹಾಗೂ ಕಾರ್ಯಾಗಾರ ನಡೆಯಿತು. ಕಾರ್ಯಾಗಾರ ಉದ್ಘಾಟಿಸಿದ ಬೆಂಗಳೂರಿನ ಅಲರ್ಜಿ ತಜ್ಞ ಡಾ.ರಾಘವೇಂದ್ರ ವರದಿ, ಡಾ. ಶ್ರುತಿ ಮಾತನಾಡಿ ಪರಾಗ್ ಮತ್ತು ಧೂಳಿನಿಂದ ಅಲರ್ಜಿ ತಡೆ ತಜ್ಞ ಡಾ.ಗಜಾನಂದ ಮಾತನಾಡಿ, ಅಲರ್ಜಿ ಮತ್ತು ಇದಕ್ಕೆ ಸಂಬಂಧಿಸಿದ ಚಿಕಿತ್ಸೆಯ ಕುರಿತು ವಿವರಿಸಿದರು. ಬಿಎಲ್‌ಡಿಇ ಸಂಸ್ಥೆಯ ಕುಲಪತಿ ಡಾ.ಅರುಣ ಇನಾಮದಾರ, ಡಾ.ಕರ್ಣವರ್ಧನ್ ಡಾ.ರಾಘವೇಂದ್ರ ಸೇರಿದಂತೆ ಹಲವರು ಉಪಸ್ಥಿತರಿದ್ದರು. ಡಾ.ಎಸ್.ಎಸ್.ದೇವರಮನಿ, ಡಾ.ಬಿ.ಎಸ್.ಬಿ.ಪಾಟೀಲ ಇದ್ದರು. 120ಕ್ಕೂ ಹೆಚ್ಚು ಸ್ನಾತಕೋತ್ತರ ವಿದ್ಯಾರ್ಥಿಗಳು ವೈದ್ಯರು ಭಾಗವಹಿಸಿದ್ದರು. xyxy=(718,202,1128,322)
hanumanta-text: ಸಮಾಜದ ಹಿರಿಯ ವ್ಯಕ್ತಿಯೊಬ್ಬ ಗುರುತಿಸಿ ನಗರದ ಯುವ ಸಂಘಟನೆ ಹಿರಿಯರಿಗೆ ಸನ್ಮಾನ ಮಾಡಿರುವುದು ಶ್ಲಾಘನೀಯ ಎಂದು ಸಂಘಟನೆಯ ಅಧ್ಯಕ್ಷರು ಹೇಳಿದರು. ಪಟ್ಟಣದಲ್ಲಿ ಹಮ್ಮಿಕೊಂಡಿದ್ದ ಕಾರ್ಯಕ್ರಮದಲ್ಲಿ ಸಮಾಜ ಸೇವಕ ಹಣಮಂತ ಸುಣಗಾರ ಅವರನ್ನು ಸನ್ಮಾನಿಸಿ ಮಾತನಾಡಿದರು. ಸಮಾಜ ಸೇವೆಯಲ್ಲಿ ತೊಡಗಿಕೊಂಡಿರುವ ಇಂಥವರನ್ನು ಗುರುತಿಸುವುದು ಉತ್ತಮ ಕಾರ್ಯ. ನಗರದ ಮಂಗಳಲಕ್ಷ್ಮೀ ದೇವಸ್ಥಾನದಲ್ಲಿ ಸನ್ಮಾನ ಸಮಾರಂಭ ನಡೆಯಿತು. ಸಮಾಜದ ಅಭಿವೃದ್ಧಿಗೆ ಹಿರಿಯರ ಮಾರ್ಗದರ್ಶನ ಅಗತ್ಯ. ಯುವಕರು ಹಿರಿಯರ ಅನುಭವದಿಂದ ಕಲಿಯಬೇಕು ಎಂದರು. ಸನ್ಮಾನ ಸ್ವೀಕರಿಸಿದ ಹಣಮಂತ ಸುಣಗಾರ ಮಾತನಾಡಿ, ಸಮಾಜದ ಋಣ ತೀರಿಸುವುದು ನಮ್ಮೆಲ್ಲರ ಕರ್ತವ್ಯ. ಯುವ ಸಂಘಟನೆಯ ಕಾರ್ಯ ಮೆಚ್ಚುವಂಥದ್ದು ಎಂದರು. xyxy=(600,1883,1045,1987)
hanumanta-headline: ಹಣಮಂತ ಸುಣಗಾರಗೆ ಸನ್ಮಾನ xyxy=(600,1838,1045,1876)
shoshita-body-2: ರಾಮಣ್ಣಗೌಡ ಪಾಟೀಲ, ಶ್ರೀಶೈಲ ಹಂಡಿ, ಆರ್.ಎಸ್.ಹುಡೆದ, ಮಲ್ಲಪ್ಪ ಮಾದರ, ಶಿವಪ್ಪ ಚಲವಾದಿ, ಸಿದ್ದಪ್ಪ ದೊಡ್ಡಮನಿ, ಮಾಳಪ್ಪ ಗುಡಿಮನಿ, ಶಂಕರ ಬಡಿಗೇರ, ಯಮನಪ್ಪ ಹೊಸಮನಿ ಸೇರಿದಂತೆ ಸಮಾಜದ ಮುಖಂಡರು, ಗ್ರಾಮಸ್ಥರು ಭಾಗವಹಿಸಿದ್ದರು. ಶಿಕ್ಷಕರು ಕಾರ್ಯಕ್ರಮ ನಿರೂಪಿಸಿದರು. ಸಮಾಜ ಕಲ್ಯಾಣ ಇಲಾಖೆಯ ಅಧಿಕಾರಿಗಳು ಹಾಗೂ ಸಿಬ್ಬಂದಿ ಕಾರ್ಯಕ್ರಮದ ವ್ಯವಸ್ಥೆ ಕಲ್ಪಿಸಿದ್ದರು. xyxy=(1143,1705,1496,1763)
shoshita-headline: ಶೋಷಿತ ವರ್ಗಗಳ ಆಶಾದೀಪ ಡಾ.ಜಗಜೀವನರಾಂ: ಮ್ಯಾಗೇರಿ xyxy=(871,1516,1496,1553)
karagara-body xyxy=(718,200,1128,323)
samata-headline: ಸಮತಾವಾದದ ಹರಿಕಾರ ಬಾಬು ಜಗಜೀವನರಾಂ: ವಿಜಯಕರ್ xyxy=(871,1205,1496,1243)
sarkari-photo xyxy=(1279,1883,1498,2007)
kirusuddi-item-3-photo xyxy=(46,973,309,1113)
pustaka-body xyxy=(334,628,564,1192)
kirusuddi-item-4-text: ಆಲಿ ಕರ್ನಾಟಕ ವೀರಶೈವ ರೆಡ್ಡಿ ಸಮಾಜದ ಹಂಡೆವಜೀರ ಶ್ರೀಮಂತ ಹಣಮಪ್ಪ ನಾಯಕರ ಜಯಂತಿ ಉತ್ಸವವನ್ನು ಏ.9ರಂದು ಗುರುವಾರ ನಿಡಗುಂದಿ ಪಟ್ಟಣದಲ್ಲಿ ಅದ್ಧೂರಿಯಾಗಿ ಆಚರಿಸಲಾಗುವುದು ಎಂದು ಸಮಾಜದ ಮುಖಂಡ ಎಸ್.ಎಚ್.ಪಾಟೀಲ ಹೇಳಿದರು. ಸೋಮವಾರ ಆಲಮಟ್ಟಿಯಲ್ಲಿ ನಡೆದ ಪೂರ್ವಭಾವಿ ಸಭೆಯಲ್ಲಿ ಮಾತನಾಡಿದರು. xyxy=(46,1598,315,1692)
kirusuddi-item-1-place: • ವಿಜಯಪುರ: xyxy=(46,283,107,297)
column-rule-top-1 xyxy=(706,161,708,491)
paper-logo xyxy=(1128,48,1489,155)
paper-tagline: ರಾಷ್ಟ್ರ ಜಾಗೃತಿಯ ಪತ್ರಿಕೆ xyxy=(1415,106,1489,117)
kirusuddi-item-2-place: • ದೇವರ ಹಿಪ್ಪರಗಿ: xyxy=(46,617,127,631)
